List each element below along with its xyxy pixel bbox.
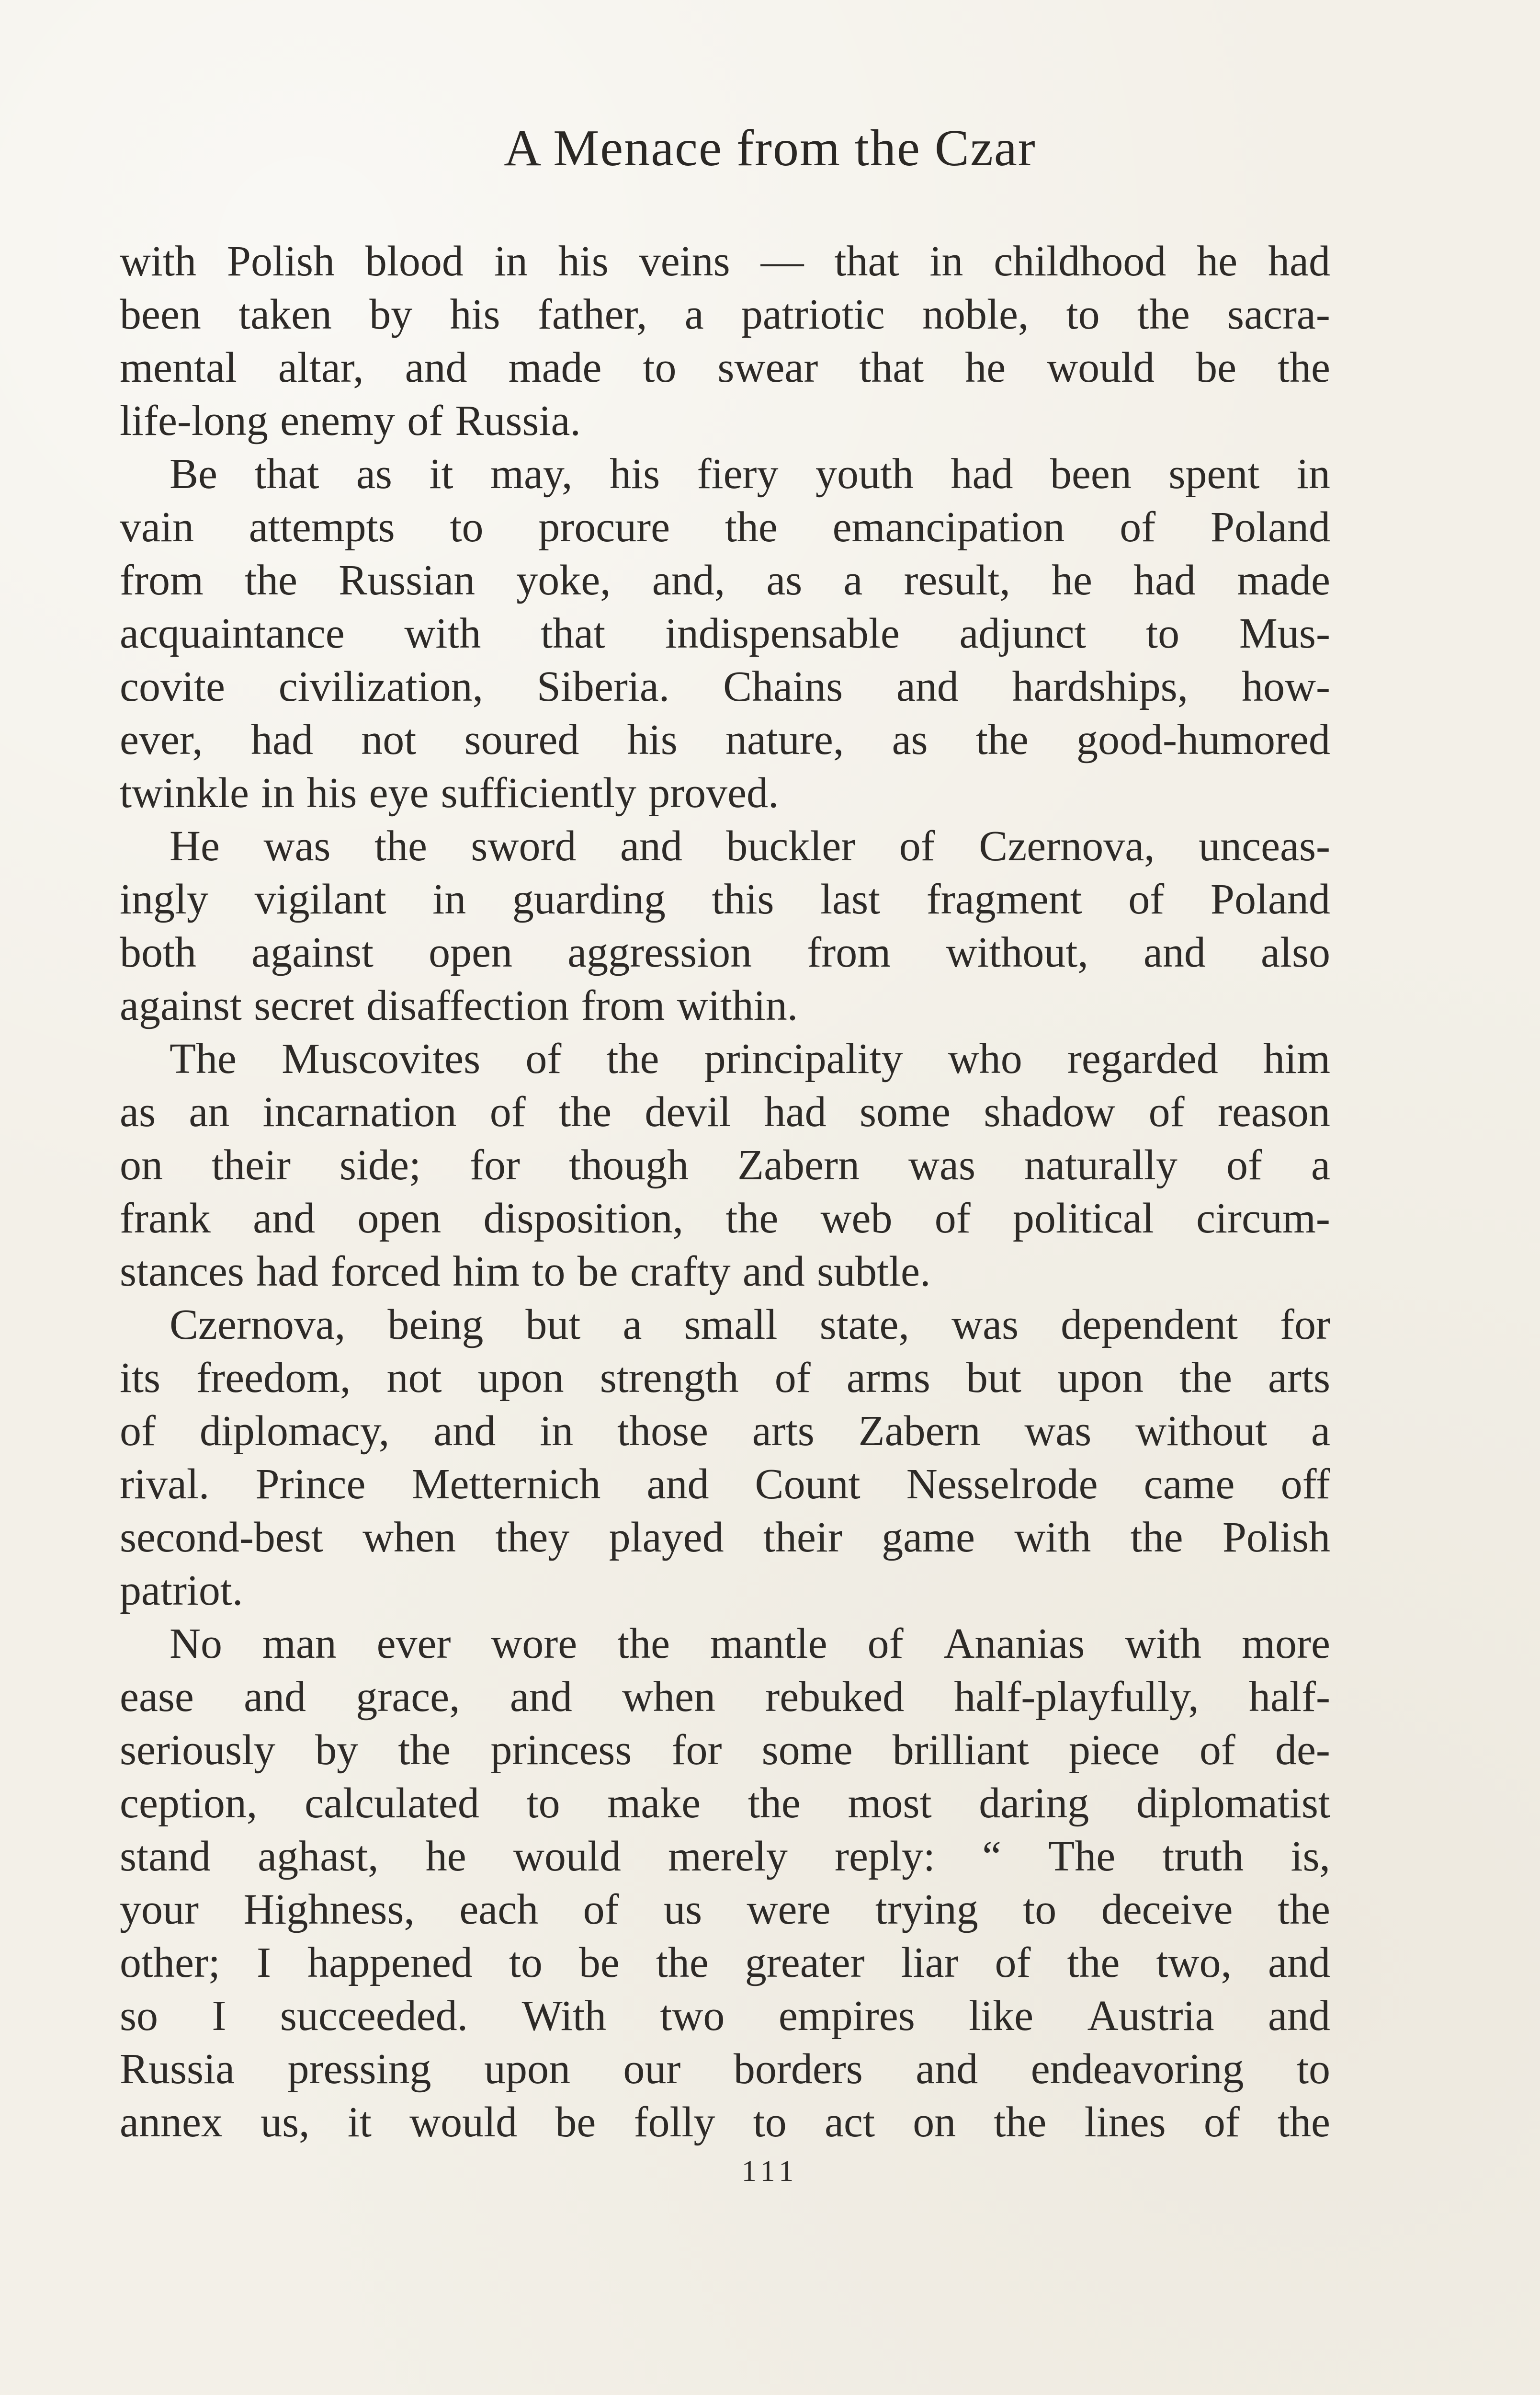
text-line: ever, had not soured his nature, as the good-humored xyxy=(120,716,1330,764)
text-line: stand aghast, he would merely reply: “ The truth is, xyxy=(120,1833,1330,1880)
text-line: stances had forced him to be crafty and subtle. xyxy=(120,1248,931,1295)
text-line: of diplomacy, and in those arts Zabern was without a xyxy=(120,1407,1330,1455)
text-line: both against open aggression from without, and also xyxy=(120,929,1330,976)
text-line: frank and open disposition, the web of political circum- xyxy=(120,1195,1330,1242)
text-line: acquaintance with that indispensable adjunct to Mus- xyxy=(120,610,1330,657)
body-text xyxy=(120,235,1330,2149)
text-line: Czernova, being but a small state, was dependent for xyxy=(170,1301,1330,1348)
text-line: its freedom, not upon strength of arms but upon the arts xyxy=(120,1354,1330,1402)
running-head: A Menace from the Czar xyxy=(504,120,1036,177)
text-line: other; I happened to be the greater liar of the two, and xyxy=(120,1939,1330,1986)
text-line: ingly vigilant in guarding this last fragment of Poland xyxy=(120,876,1330,923)
text-line: been taken by his father, a patriotic noble, to the sacra- xyxy=(120,291,1330,338)
text-line: rival. Prince Metternich and Count Nesselrode came off xyxy=(120,1460,1330,1508)
text-line: from the Russian yoke, and, as a result, he had made xyxy=(120,557,1330,604)
text-line: on their side; for though Zabern was naturally of a xyxy=(120,1141,1330,1189)
text-line: The Muscovites of the principality who regarded him xyxy=(170,1035,1330,1083)
page-number: 111 xyxy=(741,2155,799,2188)
text-line: twinkle in his eye sufficiently proved. xyxy=(120,769,779,817)
text-line: covite civilization, Siberia. Chains and hardships, how- xyxy=(120,663,1330,710)
text-line: second-best when they played their game with the Polish xyxy=(120,1514,1330,1561)
text-line: No man ever wore the mantle of Ananias with more xyxy=(170,1620,1330,1667)
text-line: as an incarnation of the devil had some shadow of reason xyxy=(120,1088,1330,1136)
text-line: Russia pressing upon our borders and endeavoring to xyxy=(120,2045,1330,2093)
text-line: Be that as it may, his fiery youth had been spent in xyxy=(170,450,1330,498)
text-line: annex us, it would be folly to act on the lines of the xyxy=(120,2098,1330,2146)
text-line: your Highness, each of us were trying to deceive the xyxy=(120,1886,1330,1933)
text-line: ease and grace, and when rebuked half-playfully, half- xyxy=(120,1673,1330,1721)
text-line: life-long enemy of Russia. xyxy=(120,397,581,445)
text-line: with Polish blood in his veins — that in childhood he had xyxy=(120,238,1330,285)
text-line: against secret disaffection from within. xyxy=(120,982,798,1029)
text-line: ception, calculated to make the most daring diplomatist xyxy=(120,1779,1330,1827)
text-line: so I succeeded. With two empires like Austria and xyxy=(120,1992,1330,2040)
text-line: mental altar, and made to swear that he would be the xyxy=(120,344,1330,391)
text-line: He was the sword and buckler of Czernova, unceas- xyxy=(170,822,1330,870)
text-line: seriously by the princess for some brilliant piece of de- xyxy=(120,1726,1330,1774)
text-line: patriot. xyxy=(120,1567,243,1614)
text-line: vain attempts to procure the emancipation of Poland xyxy=(120,503,1330,551)
